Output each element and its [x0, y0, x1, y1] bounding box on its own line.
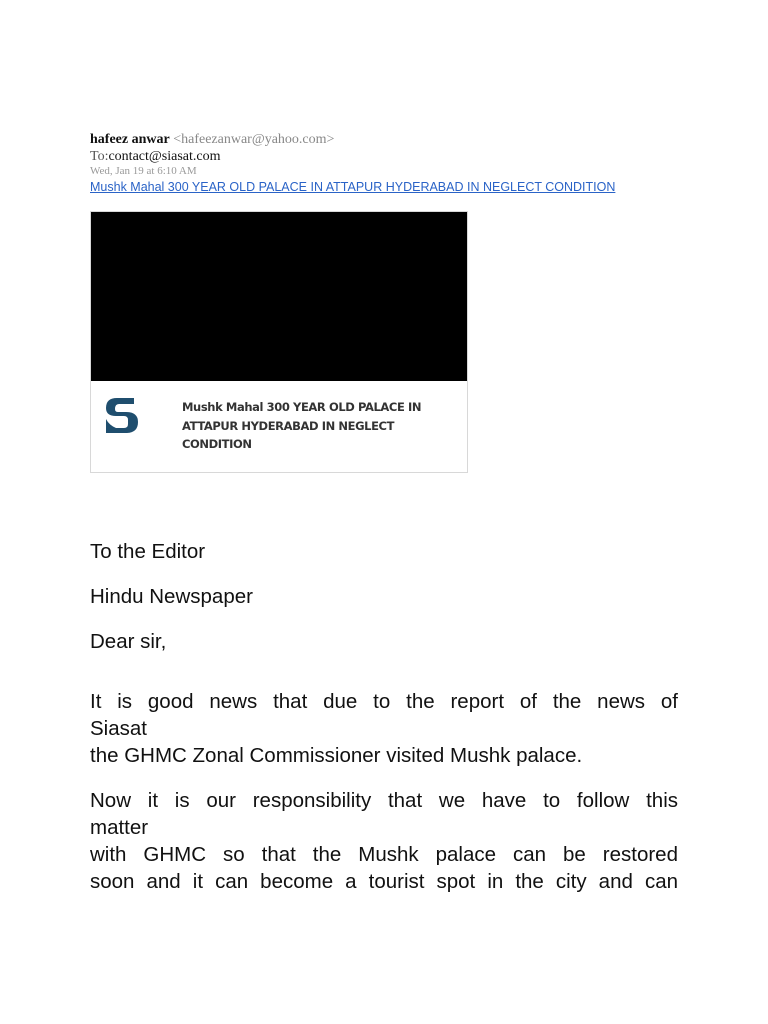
sender-name: hafeez anwar	[90, 132, 170, 147]
paragraph-2-line-3: with GHMC so that the Mushk palace can be restored	[90, 843, 678, 866]
greeting: Dear sir,	[90, 630, 167, 653]
paragraph-1	[90, 688, 678, 769]
to-label: To:	[90, 149, 109, 164]
preview-title[interactable]: Mushk Mahal 300 YEAR OLD PALACE IN ATTAPUR HYDERABAD IN NEGLECT CONDITION	[182, 400, 422, 451]
salutation-editor: To the Editor	[90, 540, 206, 563]
salutation-newspaper: Hindu Newspaper	[90, 585, 253, 608]
paragraph-1-line-1: It is good news that due to the report of the news of	[90, 690, 678, 713]
from-line	[90, 131, 650, 149]
preview-image	[91, 212, 467, 381]
paragraph-1-line-3: the GHMC Zonal Commissioner visited Mushk palace.	[90, 744, 583, 767]
paragraph-2-line-2: matter	[90, 816, 149, 839]
siasat-logo-icon	[103, 395, 139, 435]
paragraph-2	[90, 787, 678, 895]
paragraph-1-line-2: Siasat	[90, 717, 147, 740]
letter-body	[90, 538, 678, 913]
to-line	[90, 149, 650, 165]
link-preview-card[interactable]	[90, 211, 468, 473]
email-header	[90, 131, 650, 196]
email-date: Wed, Jan 19 at 6:10 AM	[90, 165, 197, 177]
recipient-address[interactable]: contact@siasat.com	[108, 149, 221, 164]
paragraph-2-line-4: soon and it can become a tourist spot in the city and can	[90, 870, 678, 893]
sender-email[interactable]: <hafeezanwar@yahoo.com>	[173, 132, 335, 147]
paragraph-2-line-1: Now it is our responsibility that we have to follow this	[90, 789, 678, 812]
subject-link[interactable]: Mushk Mahal 300 YEAR OLD PALACE IN ATTAPUR HYDERABAD IN NEGLECT CONDITION	[90, 180, 616, 194]
